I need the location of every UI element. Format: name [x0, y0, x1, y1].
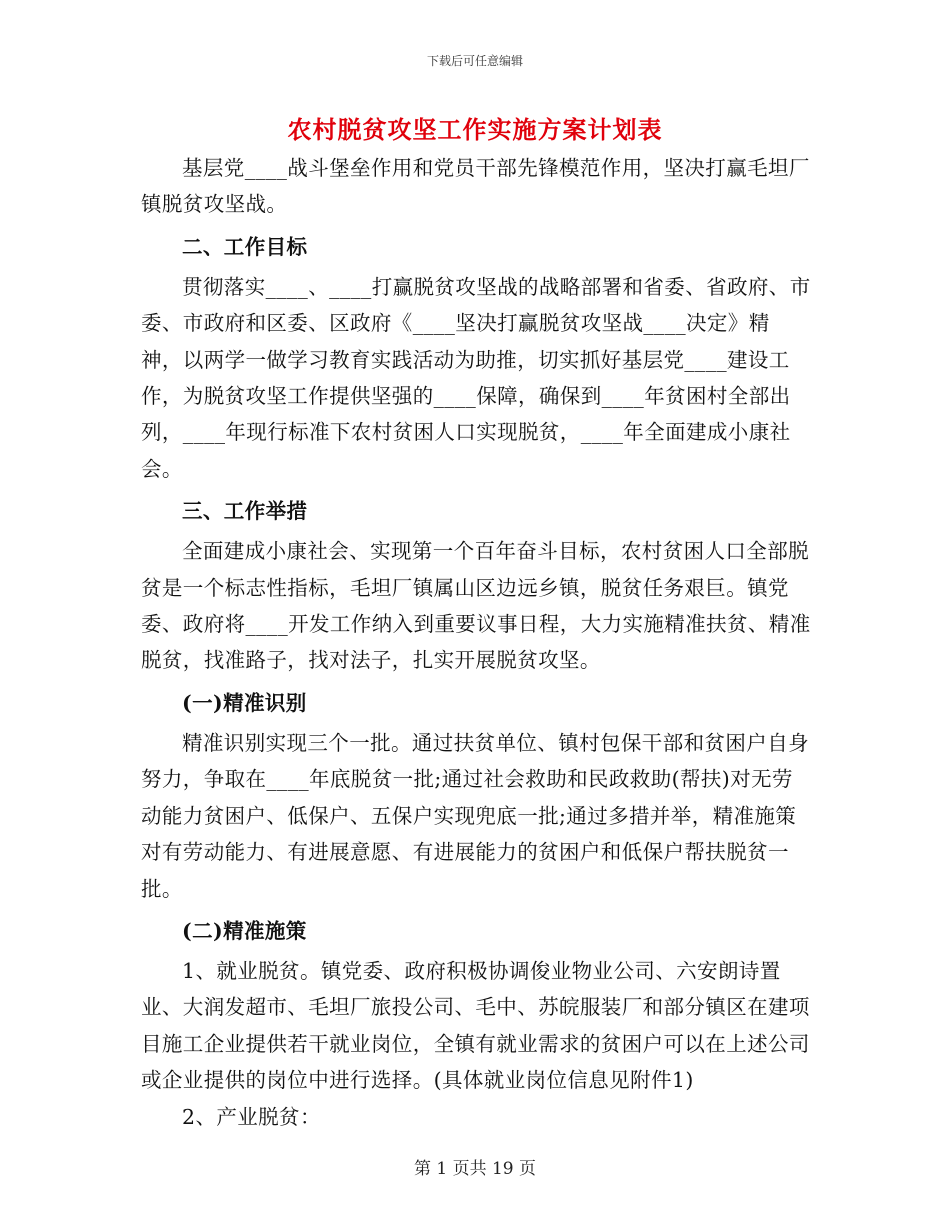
- header-note: 下载后可任意编辑: [426, 54, 523, 68]
- paragraph: 精准识别实现三个一批。通过扶贫单位、镇村包保干部和贫困户自身努力，争取在____年底脱贫一批;通过社会救助和民政救助(帮扶)对无劳动能力贫困户、低保户、五保户实现兜底一批;通过多措并举，精准施策对有劳动能力、有进展意愿、有进展能力的贫困户和低保户帮扶脱贫一批。: [141, 730, 809, 901]
- document-title: 农村脱贫攻坚工作实施方案计划表: [287, 115, 663, 144]
- paragraph: 贯彻落实____、____打赢脱贫攻坚战的战略部署和省委、省政府、市委、市政府和区委、区政府《____坚决打赢脱贫攻坚战____决定》精神，以两学一做学习教育实践活动为助推，切实抓好基层党____建设工作，为脱贫攻坚工作提供坚强的____保障，确保到____年贫困村全部出列，____年现行标准下农村贫困人口实现脱贫，____年全面建成小康社会。: [141, 274, 811, 481]
- section-heading: 三、工作举措: [182, 499, 308, 524]
- subsection-heading: (二)精准施策: [182, 918, 307, 943]
- section-heading: 二、工作目标: [182, 234, 308, 259]
- document-body: [141, 150, 811, 1135]
- paragraph: 全面建成小康社会、实现第一个百年奋斗目标，农村贫困人口全部脱贫是一个标志性指标，毛坦厂镇属山区边远乡镇，脱贫任务艰巨。镇党委、政府将____开发工作纳入到重要议事日程，大力实施精准扶贫、精准脱贫，找准路子，找对法子，扎实开展脱贫攻坚。: [141, 539, 811, 673]
- page-number: 第 1 页共 19 页: [413, 1159, 537, 1179]
- paragraph: 1、就业脱贫。镇党委、政府积极协调俊业物业公司、六安朗诗置业、大润发超市、毛坦厂旅投公司、毛中、苏皖服装厂和部分镇区在建项目施工企业提供若干就业岗位，全镇有就业需求的贫困户可以在上述公司或企业提供的岗位中进行选择。(具体就业岗位信息见附件1): [141, 958, 810, 1093]
- paragraph: 基层党____战斗堡垒作用和党员干部先锋模范作用，坚决打赢毛坦厂镇脱贫攻坚战。: [141, 156, 810, 217]
- subsection-heading: (一)精准识别: [182, 690, 307, 715]
- paragraph: 2、产业脱贫：: [182, 1104, 321, 1129]
